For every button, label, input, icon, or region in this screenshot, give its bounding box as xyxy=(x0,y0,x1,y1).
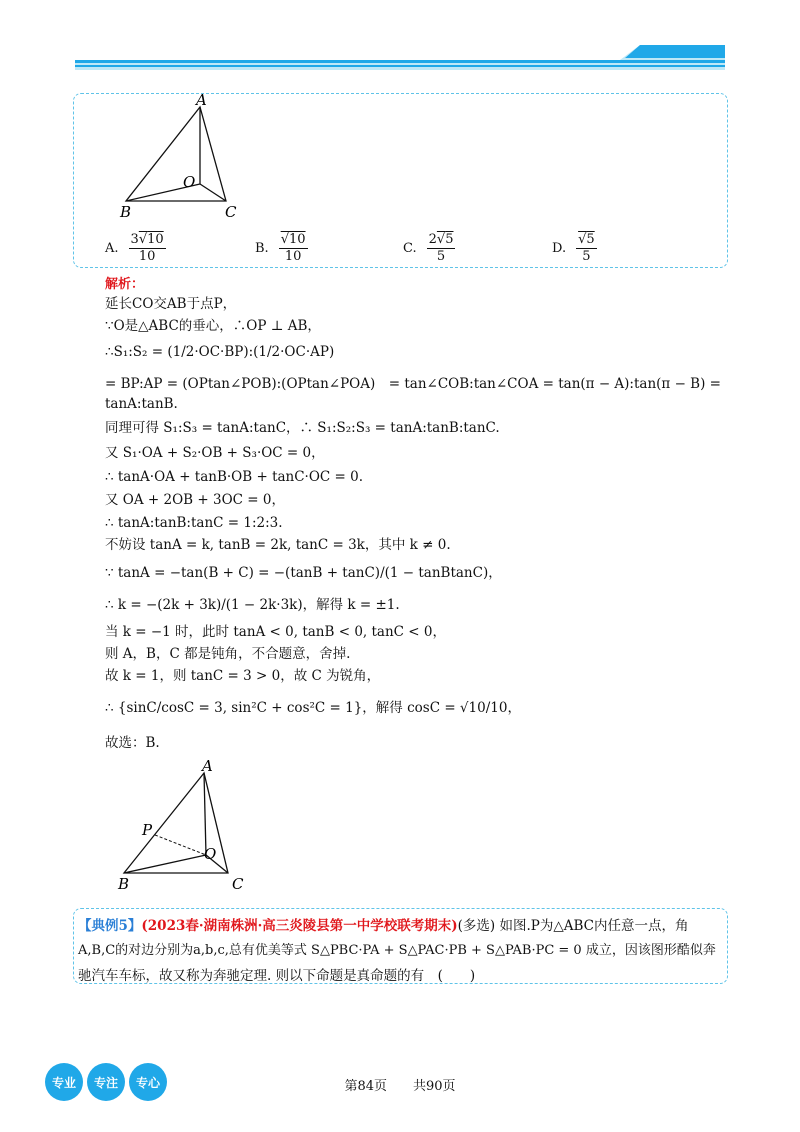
badge-3: 专心 xyxy=(129,1063,167,1101)
page-footer: 第84页 共90页 xyxy=(344,1079,456,1094)
analysis-line: 不妨设 tanA = k, tanB = 2k, tanC = 3k，其中 k ≠ 0. xyxy=(105,537,451,553)
choice-letter: A. xyxy=(105,240,119,256)
analysis-label: 解析： xyxy=(105,277,145,292)
example5-source: (2023春·湖南株洲·高三炎陵县第一中学校联考期末) xyxy=(141,918,458,934)
analysis-line: 则 A，B，C 都是钝角，不合题意，舍掉. xyxy=(105,646,351,662)
label-c: C xyxy=(232,875,244,893)
label-p: P xyxy=(142,821,153,839)
analysis-line: 又 S₁·OA + S₂·OB + S₃·OC = 0， xyxy=(105,445,325,461)
triangle-figure-1 xyxy=(108,93,258,223)
triangle-figure-2 xyxy=(110,755,260,895)
example5-line2: A,B,C的对边分别为a,b,c,总有优美等式 S△PBC·PA + S△PAC·PB + S△PAB·PC = 0 成立，因该图形酷似奔 xyxy=(78,943,716,958)
label-c: C xyxy=(225,203,237,221)
badge-1: 专业 xyxy=(45,1063,83,1101)
analysis-line: ∴ {sinC/cosC = 3, sin²C + cos²C = 1}，解得 cosC = √10/10， xyxy=(105,700,521,716)
analysis-line: ∴ tanA:tanB:tanC = 1:2:3. xyxy=(105,515,283,531)
analysis-line: = BP:AP = (OPtan∠POB):(OPtan∠POA) = tan∠COB:tan∠COA = tan(π − A):tan(π − B) = xyxy=(105,376,721,392)
example5-tag: 【典例5】 xyxy=(78,918,142,934)
analysis-line: ∵ tanA = −tan(B + C) = −(tanB + tanC)/(1 − tanBtanC)， xyxy=(105,565,502,581)
analysis-line: 延长CO交AB于点P， xyxy=(105,296,237,312)
example5-line3: 驰汽车车标，故又称为奔驰定理. 则以下命题是真命题的有 ( ) xyxy=(78,968,476,984)
choice-b[interactable]: B. $\frac{√10}{10}$ xyxy=(255,232,306,264)
analysis-line: ∴S₁:S₂ = (1/2·OC·BP):(1/2·OC·AP) xyxy=(105,344,335,360)
analysis-line: 当 k = −1 时，此时 tanA < 0, tanB < 0, tanC < 0， xyxy=(105,624,446,640)
label-o: O xyxy=(204,845,217,863)
choice-letter: D. xyxy=(552,240,567,256)
choice-a[interactable]: A. $\frac{3√10}{10}$ xyxy=(105,232,164,264)
label-b: B xyxy=(120,203,132,221)
analysis-line: ∵O是△ABC的垂心，∴OP ⊥ AB， xyxy=(105,318,321,334)
choice-letter: B. xyxy=(255,240,269,256)
label-o: O xyxy=(183,173,196,191)
analysis-line: ∴ tanA·OA + tanB·OB + tanC·OC = 0. xyxy=(105,469,364,485)
header-decoration xyxy=(0,0,800,80)
choice-letter: C. xyxy=(403,240,417,256)
label-a: A xyxy=(196,93,207,109)
analysis-line: ∴ k = −(2k + 3k)/(1 − 2k·3k)，解得 k = ±1. xyxy=(105,597,400,613)
label-b: B xyxy=(118,875,130,893)
example5-text: (多选) 如图.P为△ABC内任意一点，角 xyxy=(457,918,689,934)
analysis-line: 故选：B. xyxy=(105,735,160,751)
analysis-line: 又 OA + 2OB + 3OC = 0， xyxy=(105,492,285,508)
choice-d[interactable]: D. $\frac{√5}{5}$ xyxy=(552,232,595,264)
analysis-line: 故 k = 1，则 tanC = 3 > 0，故 C 为锐角， xyxy=(105,668,381,684)
example5-line1 xyxy=(78,916,689,936)
choice-c[interactable]: C. $\frac{2√5}{5}$ xyxy=(403,232,454,264)
analysis-line: 同理可得 S₁:S₃ = tanA:tanC，∴ S₁:S₂:S₃ = tanA:tanB:tanC. xyxy=(105,420,500,436)
analysis-line: tanA:tanB. xyxy=(105,396,178,412)
label-a: A xyxy=(202,757,213,775)
badge-2: 专注 xyxy=(87,1063,125,1101)
